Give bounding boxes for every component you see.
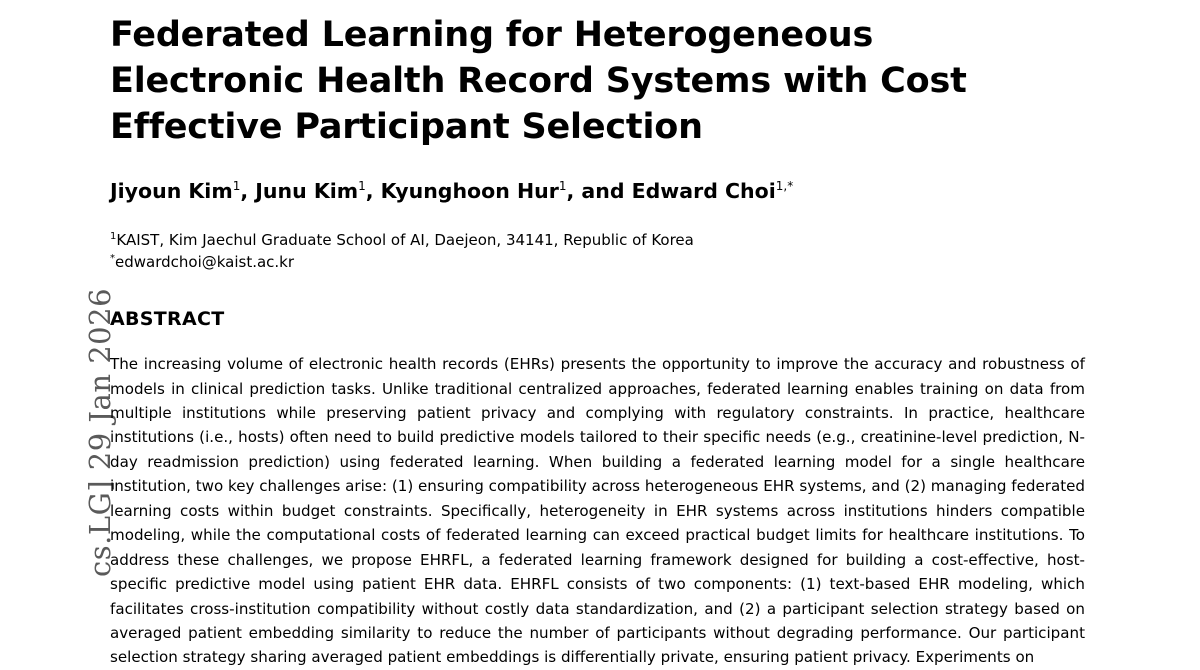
paper-page: [110, 0, 1200, 667]
affiliation-line: [110, 229, 1200, 252]
affiliation-block: [110, 229, 1200, 275]
affiliation-text: KAIST, Kim Jaechul Graduate School of AI, Daejeon, 34141, Republic of Korea: [116, 230, 694, 249]
abstract-heading: ABSTRACT: [110, 308, 225, 331]
author-list: Jiyoun Kim$^1$, Junu Kim$^1$, Kyunghoon Hur$^1$, and Edward Choi$^{1,*}$: [110, 178, 794, 203]
arxiv-stamp-text: cs.LG] 29 Jan 2026: [83, 287, 117, 577]
page-title: Federated Learning for Heterogeneous Electronic Health Record Systems with Cost Effective Participant Selection: [110, 15, 967, 148]
contact-email-line: [110, 251, 1200, 274]
contact-email: edwardchoi@kaist.ac.kr: [115, 253, 295, 272]
email-marker: *: [110, 253, 115, 265]
arxiv-vertical-stamp: [0, 0, 117, 648]
affiliation-marker: 1: [110, 230, 117, 242]
abstract-text: The increasing volume of electronic health records (EHRs) presents the opportunity to improve the accuracy and robustness of models in clinical prediction tasks. Unlike traditional centralized approaches, federated learning enables training on data from multiple institutions while preserving patient privacy and complying with regulatory constraints. In practice, healthcare institutions (i.e., hosts) often need to build predictive models tailored to their specific needs (e.g., creatinine-level prediction, N-day readmission prediction) using federated learning. When building a federated learning model for a single healthcare institution, two key challenges arise: (1) ensuring compatibility across heterogeneous EHR systems, and (2) managing federated learning costs within budget constraints. Specifically, heterogeneity in EHR systems across institutions hinders compatible modeling, while the computational costs of federated learning can exceed practical budget limits for healthcare institutions. To address these challenges, we propose EHRFL, a federated learning framework designed for building a cost-effective, host-specific predictive model using patient EHR data. EHRFL consists of two components: (1) text-based EHR modeling, which facilitates cross-institution compatibility without costly data standardization, and (2) a participant selection strategy based on averaged patient embedding similarity to reduce the number of participants without degrading performance. Our participant selection strategy sharing averaged patient embeddings is differentially private, ensuring patient privacy. Experiments on: [110, 355, 1085, 667]
